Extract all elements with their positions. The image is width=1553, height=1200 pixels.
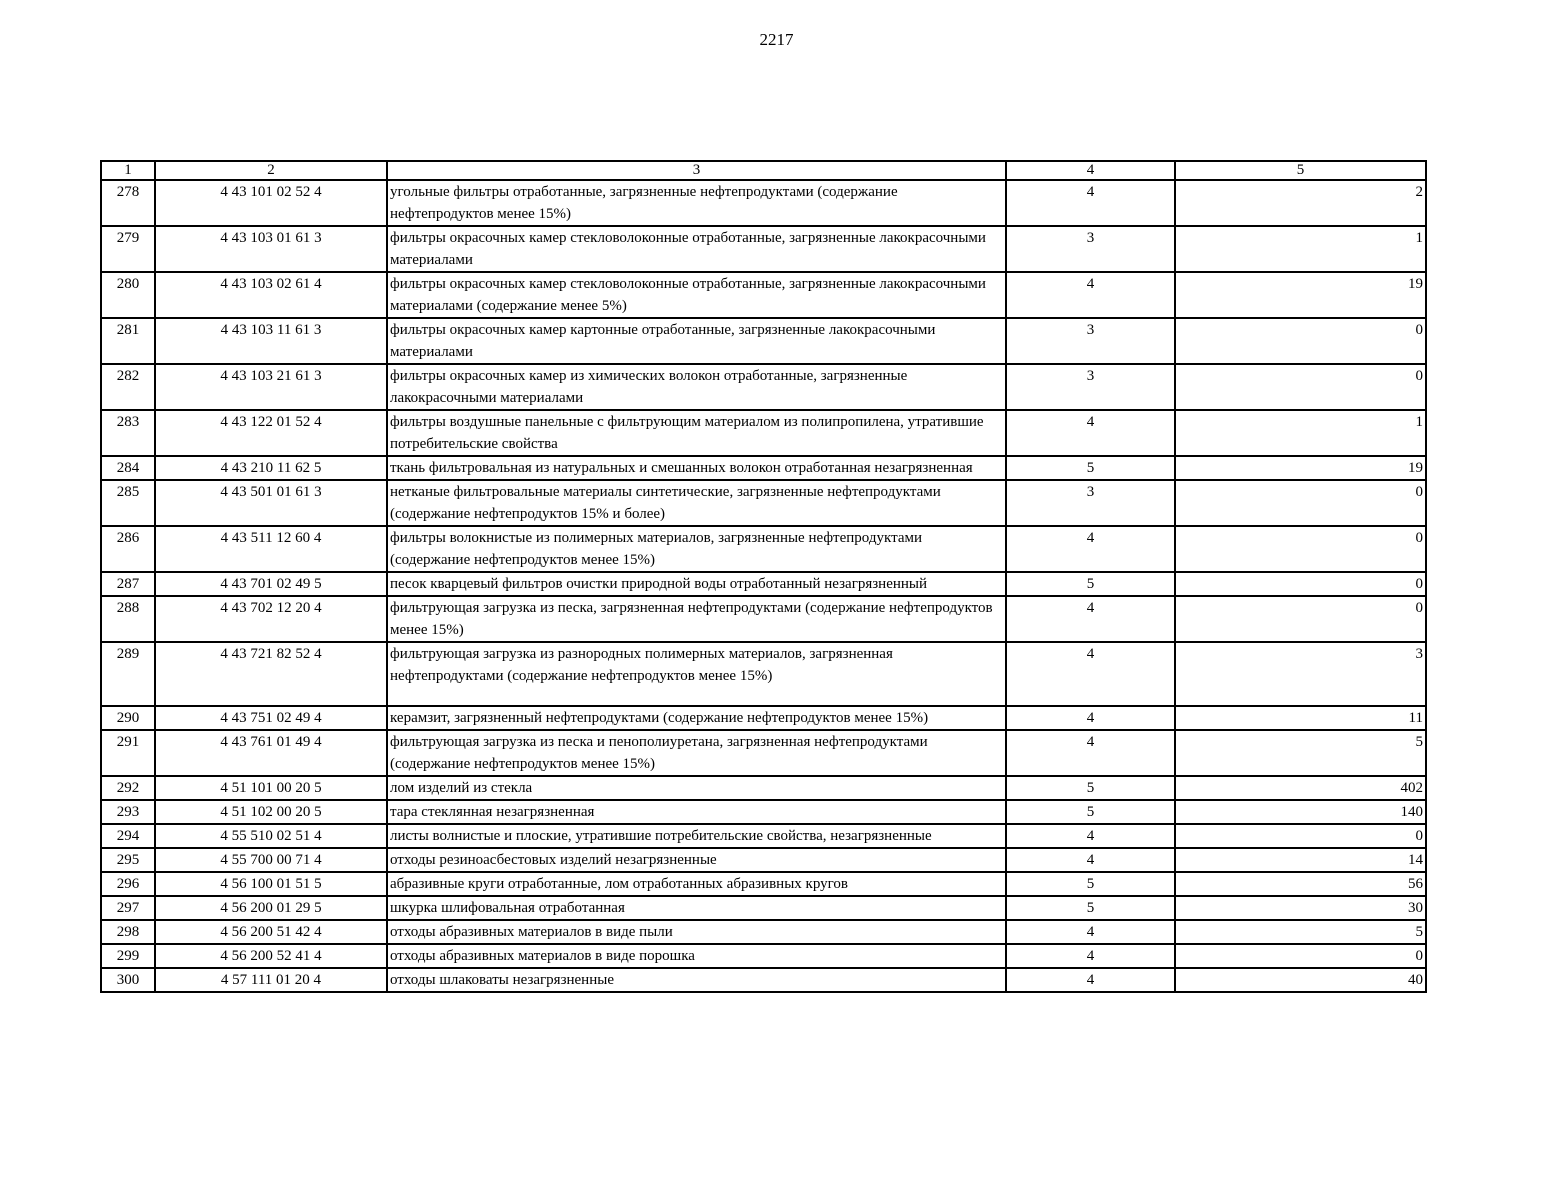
row-number-cell: 292 bbox=[101, 776, 155, 800]
waste-name-cell: отходы резиноасбестовых изделий незагрязненные bbox=[387, 848, 1006, 872]
waste-name-cell: фильтры окрасочных камер стекловолоконные отработанные, загрязненные лакокрасочными материалами (содержание менее 5%) bbox=[387, 272, 1006, 318]
waste-name-cell: листы волнистые и плоские, утратившие потребительские свойства, незагрязненные bbox=[387, 824, 1006, 848]
amount-cell: 0 bbox=[1175, 526, 1426, 572]
row-number-cell: 285 bbox=[101, 480, 155, 526]
amount-cell: 19 bbox=[1175, 456, 1426, 480]
waste-table bbox=[100, 160, 1427, 993]
row-number-cell: 299 bbox=[101, 944, 155, 968]
waste-name-cell: фильтры окрасочных камер стекловолоконные отработанные, загрязненные лакокрасочными материалами bbox=[387, 226, 1006, 272]
row-number-cell: 286 bbox=[101, 526, 155, 572]
waste-name-cell: отходы шлаковаты незагрязненные bbox=[387, 968, 1006, 992]
row-number-cell: 297 bbox=[101, 896, 155, 920]
hazard-class-cell: 3 bbox=[1006, 318, 1175, 364]
table-row bbox=[101, 596, 1426, 642]
waste-name-cell: фильтрующая загрузка из песка, загрязненная нефтепродуктами (содержание нефтепродуктов менее 15%) bbox=[387, 596, 1006, 642]
table-row bbox=[101, 480, 1426, 526]
page-number: 2217 bbox=[759, 30, 794, 49]
waste-code-cell: 4 56 100 01 51 5 bbox=[155, 872, 387, 896]
table-row bbox=[101, 272, 1426, 318]
hazard-class-cell: 4 bbox=[1006, 968, 1175, 992]
row-number-cell: 281 bbox=[101, 318, 155, 364]
hazard-class-cell: 4 bbox=[1006, 730, 1175, 776]
amount-cell: 402 bbox=[1175, 776, 1426, 800]
table-header-row bbox=[101, 161, 1426, 180]
table-row bbox=[101, 848, 1426, 872]
row-number-cell: 282 bbox=[101, 364, 155, 410]
table-row bbox=[101, 824, 1426, 848]
hazard-class-cell: 4 bbox=[1006, 848, 1175, 872]
waste-name-cell: шкурка шлифовальная отработанная bbox=[387, 896, 1006, 920]
column-header: 1 bbox=[101, 161, 155, 180]
waste-name-cell: нетканые фильтровальные материалы синтетические, загрязненные нефтепродуктами (содержание нефтепродуктов 15% и более) bbox=[387, 480, 1006, 526]
waste-code-cell: 4 43 103 11 61 3 bbox=[155, 318, 387, 364]
hazard-class-cell: 5 bbox=[1006, 572, 1175, 596]
amount-cell: 0 bbox=[1175, 480, 1426, 526]
waste-code-cell: 4 43 103 21 61 3 bbox=[155, 364, 387, 410]
column-header: 5 bbox=[1175, 161, 1426, 180]
waste-name-cell: фильтры волокнистые из полимерных материалов, загрязненные нефтепродуктами (содержание нефтепродуктов менее 15%) bbox=[387, 526, 1006, 572]
amount-cell: 0 bbox=[1175, 944, 1426, 968]
table-row bbox=[101, 642, 1426, 706]
table-row bbox=[101, 968, 1426, 992]
amount-cell: 1 bbox=[1175, 410, 1426, 456]
row-number-cell: 295 bbox=[101, 848, 155, 872]
row-number-cell: 290 bbox=[101, 706, 155, 730]
amount-cell: 14 bbox=[1175, 848, 1426, 872]
column-header: 3 bbox=[387, 161, 1006, 180]
row-number-cell: 294 bbox=[101, 824, 155, 848]
hazard-class-cell: 3 bbox=[1006, 480, 1175, 526]
hazard-class-cell: 4 bbox=[1006, 642, 1175, 706]
table-row bbox=[101, 572, 1426, 596]
table-row bbox=[101, 800, 1426, 824]
hazard-class-cell: 5 bbox=[1006, 800, 1175, 824]
waste-code-cell: 4 55 700 00 71 4 bbox=[155, 848, 387, 872]
waste-name-cell: керамзит, загрязненный нефтепродуктами (содержание нефтепродуктов менее 15%) bbox=[387, 706, 1006, 730]
row-number-cell: 278 bbox=[101, 180, 155, 226]
waste-code-cell: 4 43 101 02 52 4 bbox=[155, 180, 387, 226]
waste-code-cell: 4 43 103 02 61 4 bbox=[155, 272, 387, 318]
table-row bbox=[101, 410, 1426, 456]
amount-cell: 2 bbox=[1175, 180, 1426, 226]
amount-cell: 0 bbox=[1175, 596, 1426, 642]
waste-name-cell: тара стеклянная незагрязненная bbox=[387, 800, 1006, 824]
waste-name-cell: отходы абразивных материалов в виде порошка bbox=[387, 944, 1006, 968]
amount-cell: 19 bbox=[1175, 272, 1426, 318]
table-row bbox=[101, 526, 1426, 572]
hazard-class-cell: 4 bbox=[1006, 706, 1175, 730]
hazard-class-cell: 4 bbox=[1006, 920, 1175, 944]
table-row bbox=[101, 226, 1426, 272]
table-row bbox=[101, 730, 1426, 776]
row-number-cell: 288 bbox=[101, 596, 155, 642]
amount-cell: 1 bbox=[1175, 226, 1426, 272]
waste-name-cell: угольные фильтры отработанные, загрязненные нефтепродуктами (содержание нефтепродуктов менее 15%) bbox=[387, 180, 1006, 226]
hazard-class-cell: 5 bbox=[1006, 896, 1175, 920]
waste-code-cell: 4 43 751 02 49 4 bbox=[155, 706, 387, 730]
waste-code-cell: 4 55 510 02 51 4 bbox=[155, 824, 387, 848]
amount-cell: 56 bbox=[1175, 872, 1426, 896]
amount-cell: 5 bbox=[1175, 920, 1426, 944]
waste-code-cell: 4 43 511 12 60 4 bbox=[155, 526, 387, 572]
amount-cell: 11 bbox=[1175, 706, 1426, 730]
waste-code-cell: 4 56 200 51 42 4 bbox=[155, 920, 387, 944]
hazard-class-cell: 4 bbox=[1006, 824, 1175, 848]
table-row bbox=[101, 896, 1426, 920]
waste-name-cell: фильтры воздушные панельные с фильтрующим материалом из полипропилена, утратившие потребительские свойства bbox=[387, 410, 1006, 456]
row-number-cell: 293 bbox=[101, 800, 155, 824]
waste-code-cell: 4 43 721 82 52 4 bbox=[155, 642, 387, 706]
waste-code-cell: 4 43 761 01 49 4 bbox=[155, 730, 387, 776]
waste-code-cell: 4 43 103 01 61 3 bbox=[155, 226, 387, 272]
waste-name-cell: лом изделий из стекла bbox=[387, 776, 1006, 800]
waste-name-cell: ткань фильтровальная из натуральных и смешанных волокон отработанная незагрязненная bbox=[387, 456, 1006, 480]
waste-name-cell: абразивные круги отработанные, лом отработанных абразивных кругов bbox=[387, 872, 1006, 896]
waste-name-cell: фильтрующая загрузка из разнородных полимерных материалов, загрязненная нефтепродуктами (содержание нефтепродуктов менее 15%) bbox=[387, 642, 1006, 706]
row-number-cell: 296 bbox=[101, 872, 155, 896]
row-number-cell: 291 bbox=[101, 730, 155, 776]
waste-code-cell: 4 57 111 01 20 4 bbox=[155, 968, 387, 992]
hazard-class-cell: 4 bbox=[1006, 596, 1175, 642]
row-number-cell: 279 bbox=[101, 226, 155, 272]
table-row bbox=[101, 456, 1426, 480]
row-number-cell: 300 bbox=[101, 968, 155, 992]
waste-code-cell: 4 43 501 01 61 3 bbox=[155, 480, 387, 526]
waste-name-cell: фильтрующая загрузка из песка и пенополиуретана, загрязненная нефтепродуктами (содержание нефтепродуктов менее 15%) bbox=[387, 730, 1006, 776]
amount-cell: 40 bbox=[1175, 968, 1426, 992]
waste-code-cell: 4 43 701 02 49 5 bbox=[155, 572, 387, 596]
amount-cell: 0 bbox=[1175, 364, 1426, 410]
hazard-class-cell: 4 bbox=[1006, 526, 1175, 572]
waste-code-cell: 4 51 102 00 20 5 bbox=[155, 800, 387, 824]
hazard-class-cell: 4 bbox=[1006, 180, 1175, 226]
waste-code-cell: 4 43 702 12 20 4 bbox=[155, 596, 387, 642]
row-number-cell: 287 bbox=[101, 572, 155, 596]
amount-cell: 30 bbox=[1175, 896, 1426, 920]
waste-code-cell: 4 56 200 01 29 5 bbox=[155, 896, 387, 920]
waste-name-cell: песок кварцевый фильтров очистки природной воды отработанный незагрязненный bbox=[387, 572, 1006, 596]
table-row bbox=[101, 872, 1426, 896]
amount-cell: 140 bbox=[1175, 800, 1426, 824]
waste-name-cell: отходы абразивных материалов в виде пыли bbox=[387, 920, 1006, 944]
table-row bbox=[101, 318, 1426, 364]
column-header: 4 bbox=[1006, 161, 1175, 180]
row-number-cell: 283 bbox=[101, 410, 155, 456]
hazard-class-cell: 3 bbox=[1006, 226, 1175, 272]
amount-cell: 5 bbox=[1175, 730, 1426, 776]
table-row bbox=[101, 706, 1426, 730]
hazard-class-cell: 5 bbox=[1006, 872, 1175, 896]
waste-name-cell: фильтры окрасочных камер из химических волокон отработанные, загрязненные лакокрасочными материалами bbox=[387, 364, 1006, 410]
hazard-class-cell: 5 bbox=[1006, 776, 1175, 800]
hazard-class-cell: 4 bbox=[1006, 944, 1175, 968]
waste-code-cell: 4 51 101 00 20 5 bbox=[155, 776, 387, 800]
waste-code-cell: 4 56 200 52 41 4 bbox=[155, 944, 387, 968]
row-number-cell: 284 bbox=[101, 456, 155, 480]
hazard-class-cell: 4 bbox=[1006, 272, 1175, 318]
column-header: 2 bbox=[155, 161, 387, 180]
hazard-class-cell: 4 bbox=[1006, 410, 1175, 456]
table-row bbox=[101, 776, 1426, 800]
waste-code-cell: 4 43 122 01 52 4 bbox=[155, 410, 387, 456]
table-row bbox=[101, 364, 1426, 410]
amount-cell: 3 bbox=[1175, 642, 1426, 706]
waste-name-cell: фильтры окрасочных камер картонные отработанные, загрязненные лакокрасочными материалами bbox=[387, 318, 1006, 364]
hazard-class-cell: 5 bbox=[1006, 456, 1175, 480]
row-number-cell: 298 bbox=[101, 920, 155, 944]
amount-cell: 0 bbox=[1175, 824, 1426, 848]
table-row bbox=[101, 920, 1426, 944]
table-row bbox=[101, 944, 1426, 968]
table-row bbox=[101, 180, 1426, 226]
amount-cell: 0 bbox=[1175, 318, 1426, 364]
amount-cell: 0 bbox=[1175, 572, 1426, 596]
row-number-cell: 289 bbox=[101, 642, 155, 706]
waste-code-cell: 4 43 210 11 62 5 bbox=[155, 456, 387, 480]
hazard-class-cell: 3 bbox=[1006, 364, 1175, 410]
row-number-cell: 280 bbox=[101, 272, 155, 318]
